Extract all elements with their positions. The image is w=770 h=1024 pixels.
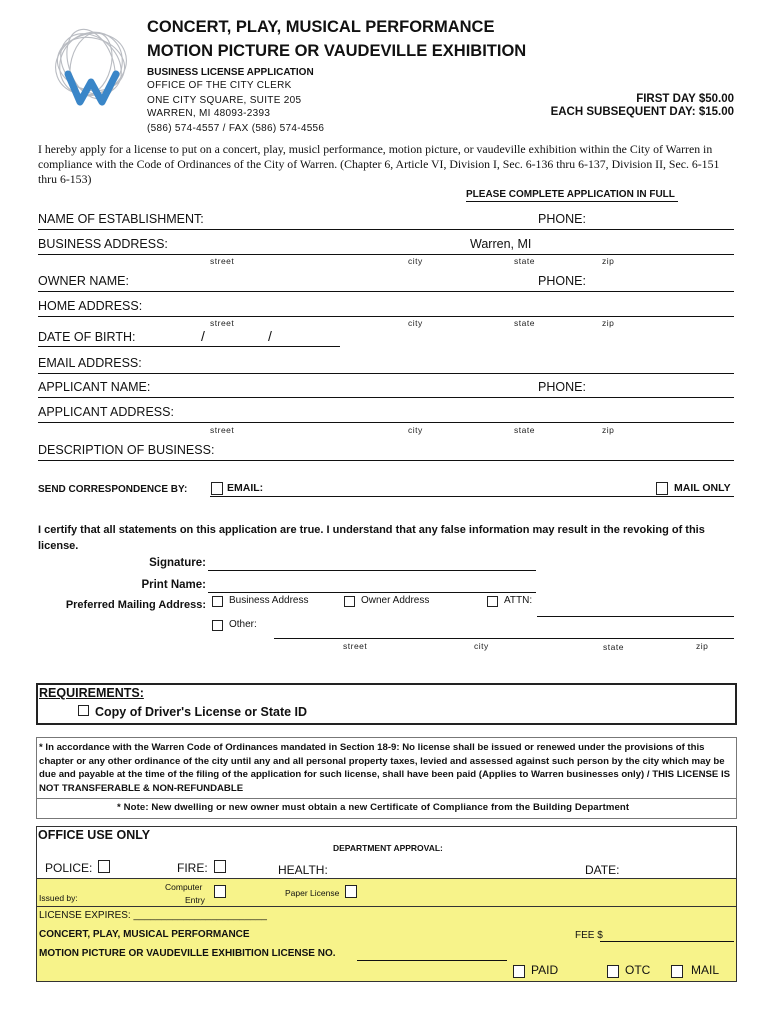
issued-by-label: Issued by: (39, 893, 78, 903)
paper-license-label: Paper License (285, 888, 340, 898)
business-address-checkbox[interactable] (212, 596, 223, 607)
sub-zip: zip (602, 318, 615, 328)
paid-label: PAID (531, 963, 559, 977)
fire-checkbox[interactable] (214, 860, 226, 873)
category-2: MOTION PICTURE OR VAUDEVILLE EXHIBITION LICENSE NO. (39, 948, 336, 959)
other-checkbox[interactable] (212, 620, 223, 631)
sub-state: state (514, 256, 535, 266)
sub-street: street (210, 318, 235, 328)
fee-label: FEE $ (575, 930, 603, 941)
mail-only-label: MAIL ONLY (674, 482, 731, 494)
applicant-phone-label: PHONE: (538, 380, 586, 394)
mail-label: MAIL (691, 963, 720, 977)
dob-slash-2: / (268, 328, 272, 344)
computer-label: Computer (165, 882, 203, 892)
title-line-2: MOTION PICTURE OR VAUDEVILLE EXHIBITION (147, 42, 527, 60)
office-use-title: OFFICE USE ONLY (38, 828, 151, 842)
license-expires: LICENSE EXPIRES: ________________________ (39, 910, 267, 921)
license-no-input[interactable] (357, 960, 507, 961)
applicant-address-input[interactable] (38, 422, 734, 423)
sub-city: city (408, 318, 423, 328)
home-address-input[interactable] (38, 316, 734, 317)
mail-only-checkbox[interactable] (656, 482, 668, 495)
requirements-item: Copy of Driver's License or State ID (95, 705, 308, 719)
fee-first-day: FIRST DAY $50.00 (636, 93, 734, 105)
address-line-1: ONE CITY SQUARE, SUITE 205 (147, 95, 302, 106)
attn-option: ATTN: (504, 595, 533, 606)
drivers-license-checkbox[interactable] (78, 705, 89, 716)
other-sub-state: state (603, 642, 624, 652)
fee-subsequent-day: EACH SUBSEQUENT DAY: $15.00 (550, 106, 734, 118)
paid-checkbox[interactable] (513, 965, 525, 978)
requirements-title: REQUIREMENTS: (39, 686, 144, 700)
police-label: POLICE: (45, 861, 93, 875)
applicant-name-label: APPLICANT NAME: (38, 380, 151, 394)
email-checkbox[interactable] (211, 482, 223, 495)
email-option-label: EMAIL: (227, 482, 264, 494)
otc-checkbox[interactable] (607, 965, 619, 978)
office-name: OFFICE OF THE CITY CLERK (147, 80, 292, 91)
certify-text: I certify that all statements on this application are true. I understand that any false information may result in the revoking of this license. (38, 524, 705, 552)
dept-approval: DEPARTMENT APPROVAL: (333, 843, 443, 853)
other-sub-city: city (474, 641, 489, 651)
category-1: CONCERT, PLAY, MUSICAL PERFORMANCE (39, 929, 250, 940)
attn-input[interactable] (537, 616, 734, 617)
description-label: DESCRIPTION OF BUSINESS: (38, 443, 215, 457)
business-address-label: BUSINESS ADDRESS: (38, 237, 168, 251)
police-checkbox[interactable] (98, 860, 110, 873)
sub-state: state (514, 425, 535, 435)
requirements-box (36, 683, 737, 725)
preferred-mailing-label: Preferred Mailing Address: (65, 599, 206, 611)
mail-checkbox[interactable] (671, 965, 683, 978)
notice-box (36, 737, 737, 819)
dob-input[interactable] (38, 346, 340, 347)
home-address-label: HOME ADDRESS: (38, 299, 143, 313)
city-logo (50, 26, 132, 108)
entry-label: Entry (185, 895, 205, 905)
correspondence-input[interactable] (210, 496, 734, 497)
send-correspondence-label: SEND CORRESPONDENCE BY: (38, 484, 188, 495)
signature-label: Signature: (149, 557, 206, 569)
applicant-address-label: APPLICANT ADDRESS: (38, 405, 174, 419)
other-sub-street: street (343, 641, 368, 651)
notice-text: * In accordance with the Warren Code of Ordinances mandated in Section 18-9: No license shall be issued or renewed under the provisions of this chapter or any other ordinance of the city until any and all personal property taxes, levied and assessed against such person by the city which may be due and payable at the time of the filing of the application for such license, shall have been paid (Applies to Warren businesses only) / THIS LICENSE IS NOT TRANSFERABLE & NON-REFUNDABLE (39, 742, 731, 794)
establishment-label: NAME OF ESTABLISHMENT: (38, 212, 204, 226)
print-name-input[interactable] (208, 592, 536, 593)
print-name-label: Print Name: (141, 579, 206, 591)
business-address-option: Business Address (229, 595, 309, 606)
please-complete: PLEASE COMPLETE APPLICATION IN FULL (466, 189, 675, 200)
email-input[interactable] (38, 373, 734, 374)
dob-slash-1: / (201, 328, 205, 344)
other-address-input[interactable] (274, 638, 734, 639)
office-use-box (36, 826, 737, 982)
sub-street: street (210, 425, 235, 435)
establishment-phone-label: PHONE: (538, 212, 586, 226)
dob-label: DATE OF BIRTH: (38, 330, 136, 344)
health-label: HEALTH: (278, 863, 328, 877)
notice-note: * Note: New dwelling or new owner must obtain a new Certificate of Compliance from the Building Department (117, 802, 630, 813)
business-address-input[interactable] (38, 254, 734, 255)
address-line-2: WARREN, MI 48093-2393 (147, 108, 271, 119)
owner-address-checkbox[interactable] (344, 596, 355, 607)
title-line-1: CONCERT, PLAY, MUSICAL PERFORMANCE (147, 18, 495, 36)
establishment-input[interactable] (38, 229, 734, 230)
owner-address-option: Owner Address (361, 595, 430, 606)
business-city: Warren, MI (470, 237, 532, 251)
otc-label: OTC (625, 963, 651, 977)
sub-city: city (408, 425, 423, 435)
sub-zip: zip (602, 425, 615, 435)
fire-label: FIRE: (177, 861, 208, 875)
office-date-line (37, 878, 736, 879)
applicant-name-input[interactable] (38, 397, 734, 398)
other-sub-zip: zip (696, 641, 709, 651)
date-label: DATE: (585, 863, 620, 877)
description-input[interactable] (38, 460, 734, 461)
owner-name-label: OWNER NAME: (38, 274, 129, 288)
owner-phone-label: PHONE: (538, 274, 586, 288)
sub-city: city (408, 256, 423, 266)
attn-checkbox[interactable] (487, 596, 498, 607)
sub-state: state (514, 318, 535, 328)
other-option: Other: (229, 619, 257, 630)
computer-entry-checkbox[interactable] (214, 885, 226, 898)
phone-fax: (586) 574-4557 / FAX (586) 574-4556 (147, 123, 325, 134)
subtitle: BUSINESS LICENSE APPLICATION (147, 67, 314, 78)
signature-input[interactable] (208, 570, 536, 571)
sub-street: street (210, 256, 235, 266)
fee-input[interactable] (600, 941, 734, 942)
owner-name-input[interactable] (38, 291, 734, 292)
intro-paragraph: I hereby apply for a license to put on a concert, play, musicl performance, motion picture, or vaudeville exhibition within the City of Warren in compliance with the Code of Ordinances of the City of Warren. (Chapter 6, Article VI, Division I, Sec. 6-136 thru 6-137, Division II, Sec. 6-151 thru 6-153) (38, 142, 720, 186)
sub-zip: zip (602, 256, 615, 266)
paper-license-checkbox[interactable] (345, 885, 357, 898)
email-label: EMAIL ADDRESS: (38, 356, 142, 370)
